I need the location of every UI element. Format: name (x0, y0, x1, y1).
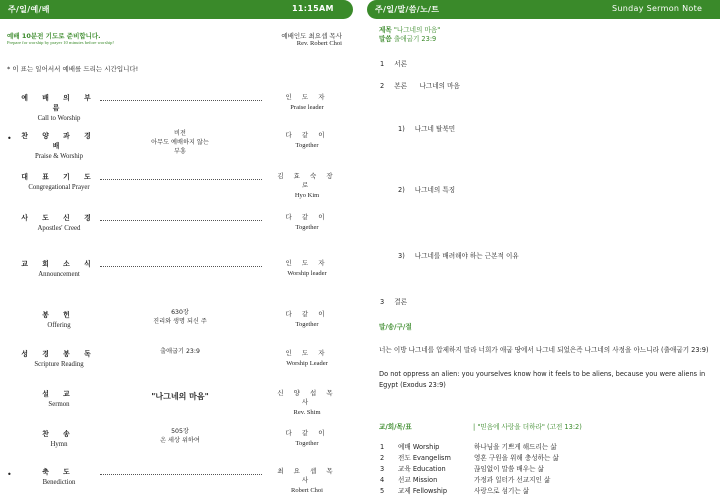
outline-subitem: 1) 나그네 탈북민 (398, 125, 456, 133)
order-item-leader (272, 92, 342, 111)
note-title: 주/일/말/씀/노/트 (375, 5, 440, 14)
order-item-ko: 축 도 (42, 468, 76, 476)
leader-ko: 인 도 자 (285, 349, 329, 357)
leader-ko: 최 요 셉 목 사 (277, 467, 337, 484)
goal-num: 3 (380, 465, 385, 473)
standing-note: * 이 표는 일어서서 예배를 드리는 시간입니다! (7, 65, 139, 73)
note-header-bar (367, 0, 720, 19)
order-item-en: Sermon (48, 401, 70, 408)
order-item-detail: 630장 진리와 생명 되신 주 (153, 309, 207, 325)
order-item-leader (272, 428, 342, 447)
goal-row (380, 485, 710, 495)
order-item-ko: 사 도 신 경 (21, 214, 97, 222)
order-item-detail: 출애굽기 23:9 (160, 348, 200, 355)
leader-ko: 김 효 숙 장 로 (277, 172, 337, 189)
leader-en: Worship Leader (286, 360, 328, 367)
note-subtitle: Sunday Sermon Note (612, 4, 703, 13)
order-item-ko: 대 표 기 도 (21, 173, 97, 181)
order-item (14, 212, 104, 232)
goal-name: 예배 Worship (398, 443, 440, 451)
leader-ko: 신 양 섭 목 사 (277, 389, 337, 406)
worship-header-bar (0, 0, 353, 19)
order-item-leader (272, 466, 342, 494)
vision-ref: (고전 13:2) (547, 423, 582, 431)
goal-desc: 사랑으로 섬기는 삶 (474, 487, 530, 495)
leader-en: Together (295, 321, 319, 328)
order-item-leader (272, 348, 342, 367)
leader-en: Together (295, 142, 319, 149)
sermon-title-label: 제목 (379, 26, 392, 34)
goal-row (380, 474, 710, 484)
goal-desc: 하나님을 기쁘게 해드리는 삶 (474, 443, 557, 451)
leader-ko: 다 같 이 (285, 213, 329, 221)
verse-heading: 말/송/구/절 (379, 323, 412, 331)
order-item-en: Offering (47, 322, 71, 329)
standing-mark: • (7, 470, 12, 479)
order-item-en: Apostles' Creed (37, 225, 81, 232)
leader-ko: 인 도 자 (285, 259, 329, 267)
vision-row (473, 421, 582, 431)
sermon-scripture-value: 출애굽기 23:9 (393, 35, 437, 43)
leader-en: Worship leader (287, 270, 327, 277)
goal-desc: 가정과 일터가 선교지인 삶 (474, 476, 551, 484)
leader-en: Praise leader (290, 104, 324, 111)
worship-title: 주/일/예/배 (8, 5, 50, 14)
vision-quote: | "믿음에 사랑을 더하라" (473, 423, 545, 431)
order-item-ko: 찬 송 (42, 430, 76, 438)
goal-num: 1 (380, 443, 385, 451)
intro-en: Prepare for worship by prayer 10 minutes before worship! (7, 40, 114, 45)
goal-name: 선교 Mission (398, 476, 438, 484)
order-item-ko: 성 경 봉 독 (21, 350, 97, 358)
leader-en: Together (295, 440, 319, 447)
worship-time: 11:15AM (292, 4, 334, 13)
goal-row (380, 441, 710, 451)
order-item-en: Hymn (50, 441, 68, 448)
goal-name: 교제 Fellowship (398, 487, 448, 495)
preacher-ko: 예배인도 최요셉 목사 (281, 32, 342, 40)
order-item-leader (272, 309, 342, 328)
order-item-leader (272, 171, 342, 199)
leader-en: Rev. Shim (293, 409, 321, 416)
outline-item: 3 결론 (380, 298, 407, 306)
sermon-title-value: "나그네의 마음" (393, 26, 441, 34)
order-item (14, 428, 104, 448)
leader-en: Together (295, 224, 319, 231)
vision-heading: 교/회/목/표 (379, 423, 412, 431)
goal-num: 5 (380, 487, 385, 495)
order-item-ko: 설 교 (42, 390, 76, 398)
leader-ko: 다 같 이 (285, 310, 329, 318)
outline-subitem: 2) 나그네의 특징 (398, 186, 456, 194)
order-item-ko: 교 회 소 식 (21, 260, 97, 268)
order-item-leader (272, 388, 342, 416)
goal-row (380, 463, 710, 473)
goal-name: 전도 Evangelism (398, 454, 451, 462)
order-item-detail: 비전 아무도 예배하지 않는 부흥 (151, 130, 209, 155)
order-item-detail: "나그네의 마음" (151, 392, 209, 401)
order-item (14, 130, 104, 160)
order-item-leader (272, 212, 342, 231)
intro-ko: 예배 10분전 기도로 준비합니다. (7, 32, 101, 40)
order-item-en: Congregational Prayer (28, 184, 90, 191)
order-item (14, 466, 104, 486)
order-item (14, 309, 104, 329)
goal-num: 2 (380, 454, 385, 462)
verse-en: Do not oppress an alien: you yourselves know how it feels to be aliens, because you were aliens in Egypt (Exodus 23:9) (379, 370, 706, 389)
order-item-en: Praise & Worship (34, 153, 84, 160)
order-item-leader (272, 258, 342, 277)
order-item (14, 171, 104, 191)
order-item-en: Announcement (38, 271, 80, 278)
dotted-leader (100, 179, 262, 180)
order-item-ko: 찬 양 과 경 배 (21, 132, 97, 150)
outline-subitem: 3) 나그네를 배려해야 하는 근본적 이유 (398, 252, 519, 260)
dotted-leader (100, 220, 262, 221)
standing-mark: • (7, 134, 12, 143)
leader-ko: 인 도 자 (285, 93, 329, 101)
sermon-scripture-row (379, 33, 436, 43)
leader-ko: 다 같 이 (285, 131, 329, 139)
dotted-leader (100, 266, 262, 267)
outline-item: 2 본론 나그네의 마음 (380, 82, 460, 90)
leader-en: Robert Choi (291, 487, 323, 494)
sermon-scripture-label: 말씀 (379, 35, 392, 43)
outline-item: 1 서론 (380, 60, 407, 68)
dotted-leader (100, 100, 262, 101)
order-item-leader (272, 130, 342, 149)
order-item-en: Call to Worship (37, 115, 81, 122)
leader-en: Hyo Kim (294, 192, 320, 199)
preacher-en: Rev. Robert Choi (296, 40, 342, 47)
order-item (14, 348, 104, 368)
order-item-detail: 505장 온 세상 위하여 (160, 428, 200, 444)
leader-ko: 다 같 이 (285, 429, 329, 437)
order-item (14, 388, 104, 408)
goal-num: 4 (380, 476, 385, 484)
order-item (14, 92, 104, 122)
goal-desc: 끊임없이 말씀 배우는 삶 (474, 465, 544, 473)
order-item-ko: 봉 헌 (42, 311, 76, 319)
goal-desc: 영혼 구원을 위해 충성하는 삶 (474, 454, 559, 462)
order-item-en: Scripture Reading (34, 361, 84, 368)
goal-name: 교육 Education (398, 465, 446, 473)
order-item-en: Benediction (42, 479, 76, 486)
goal-row (380, 452, 710, 462)
order-item (14, 258, 104, 278)
order-item-ko: 예 배 의 부 름 (21, 94, 97, 112)
verse-ko: 너는 이방 나그네를 압제하지 말라 너희가 애굽 땅에서 나그네 되었은즉 나그네의 사정을 아느니라 (출애굽기 23:9) (379, 346, 709, 354)
dotted-leader (100, 474, 262, 475)
